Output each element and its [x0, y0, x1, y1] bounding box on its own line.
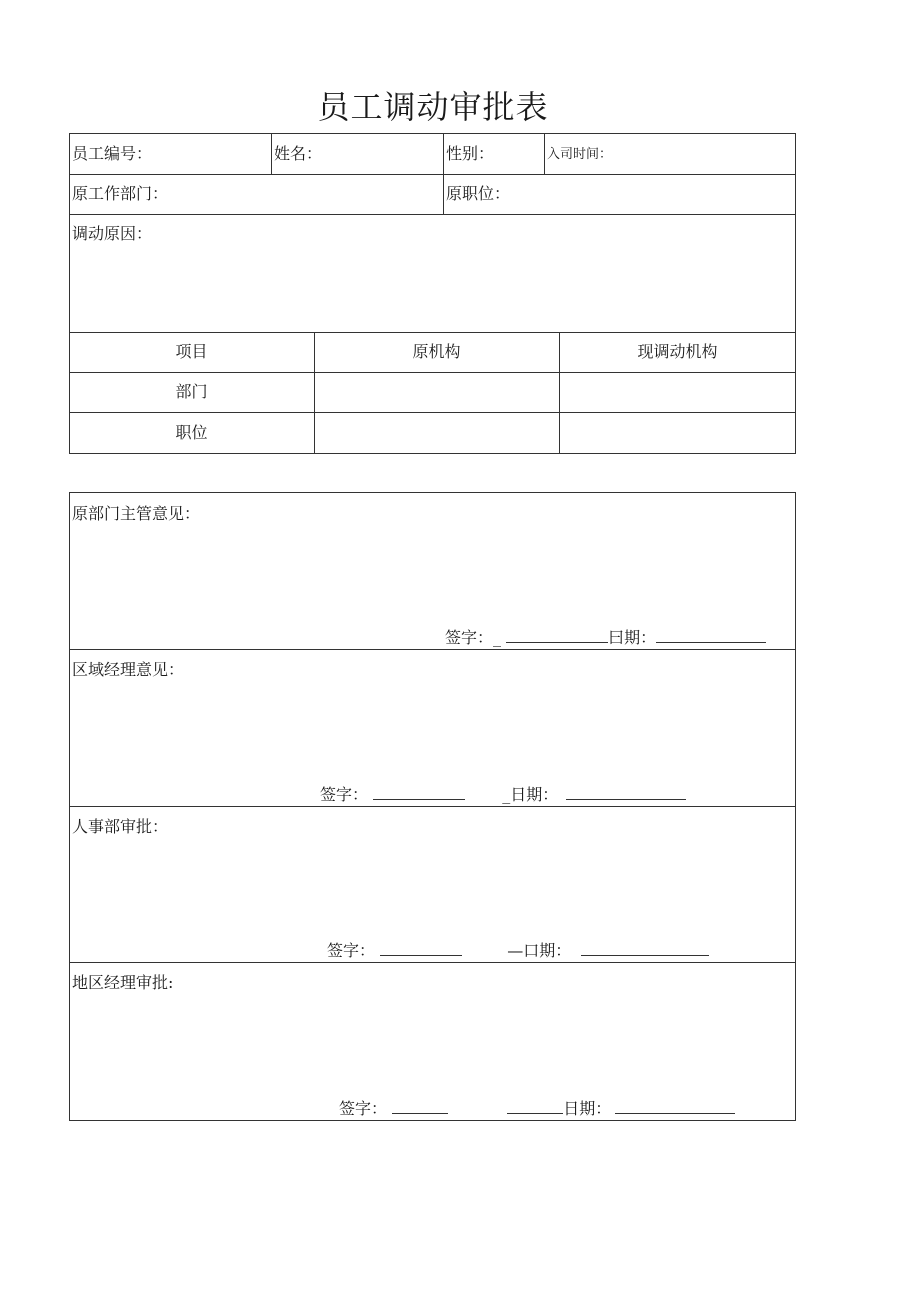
dept-manager-opinion-label: 原部门主管意见：: [72, 504, 201, 523]
date-line[interactable]: [656, 628, 766, 643]
signature-label: 签字：_: [445, 628, 502, 647]
form-title: 员工调动审批表: [317, 88, 549, 126]
compare-header-new: 现调动机构: [637, 342, 718, 361]
join-date-label: 入司时间：: [547, 147, 613, 162]
transfer-reason-label: 调动原因：: [72, 224, 153, 243]
signature-label: 签字：: [339, 1099, 388, 1118]
name-label: 姓名：: [274, 144, 323, 163]
original-department-label: 原工作部门：: [72, 184, 169, 203]
signature-line[interactable]: [392, 1099, 448, 1114]
employee-id-label: 员工编号：: [72, 144, 153, 163]
signature-line[interactable]: [373, 785, 465, 800]
original-position-label: 原职位：: [446, 184, 511, 203]
employee-info-table: [69, 133, 796, 454]
date-label: —口期：: [507, 941, 572, 960]
area-manager-approval-label: 地区经理审批:: [72, 973, 174, 992]
hr-approval-label: 人事部审批：: [72, 817, 169, 836]
signature-label: 签字：: [327, 941, 376, 960]
date-label: _日期：: [502, 785, 559, 804]
date-line[interactable]: [566, 785, 686, 800]
signature-label: 签字：: [320, 785, 369, 804]
compare-header-item: 项目: [175, 342, 208, 361]
area-manager-signature: [339, 1099, 735, 1119]
date-label: 曰期：: [608, 628, 657, 647]
regional-manager-signature: [320, 785, 686, 805]
signature-line[interactable]: [506, 628, 608, 643]
compare-row-department: 部门: [175, 382, 208, 401]
signature-line[interactable]: [380, 941, 462, 956]
regional-manager-opinion-label: 区域经理意见：: [72, 660, 185, 679]
date-label: 日期：: [563, 1099, 612, 1118]
date-line[interactable]: [615, 1099, 735, 1114]
date-line[interactable]: [581, 941, 709, 956]
dept-manager-signature: [445, 628, 766, 648]
gender-label: 性别：: [446, 144, 495, 163]
compare-header-original: 原机构: [412, 342, 461, 361]
hr-signature: [327, 941, 709, 961]
date-prefix-line[interactable]: [507, 1099, 563, 1114]
compare-row-position: 职位: [175, 423, 208, 442]
